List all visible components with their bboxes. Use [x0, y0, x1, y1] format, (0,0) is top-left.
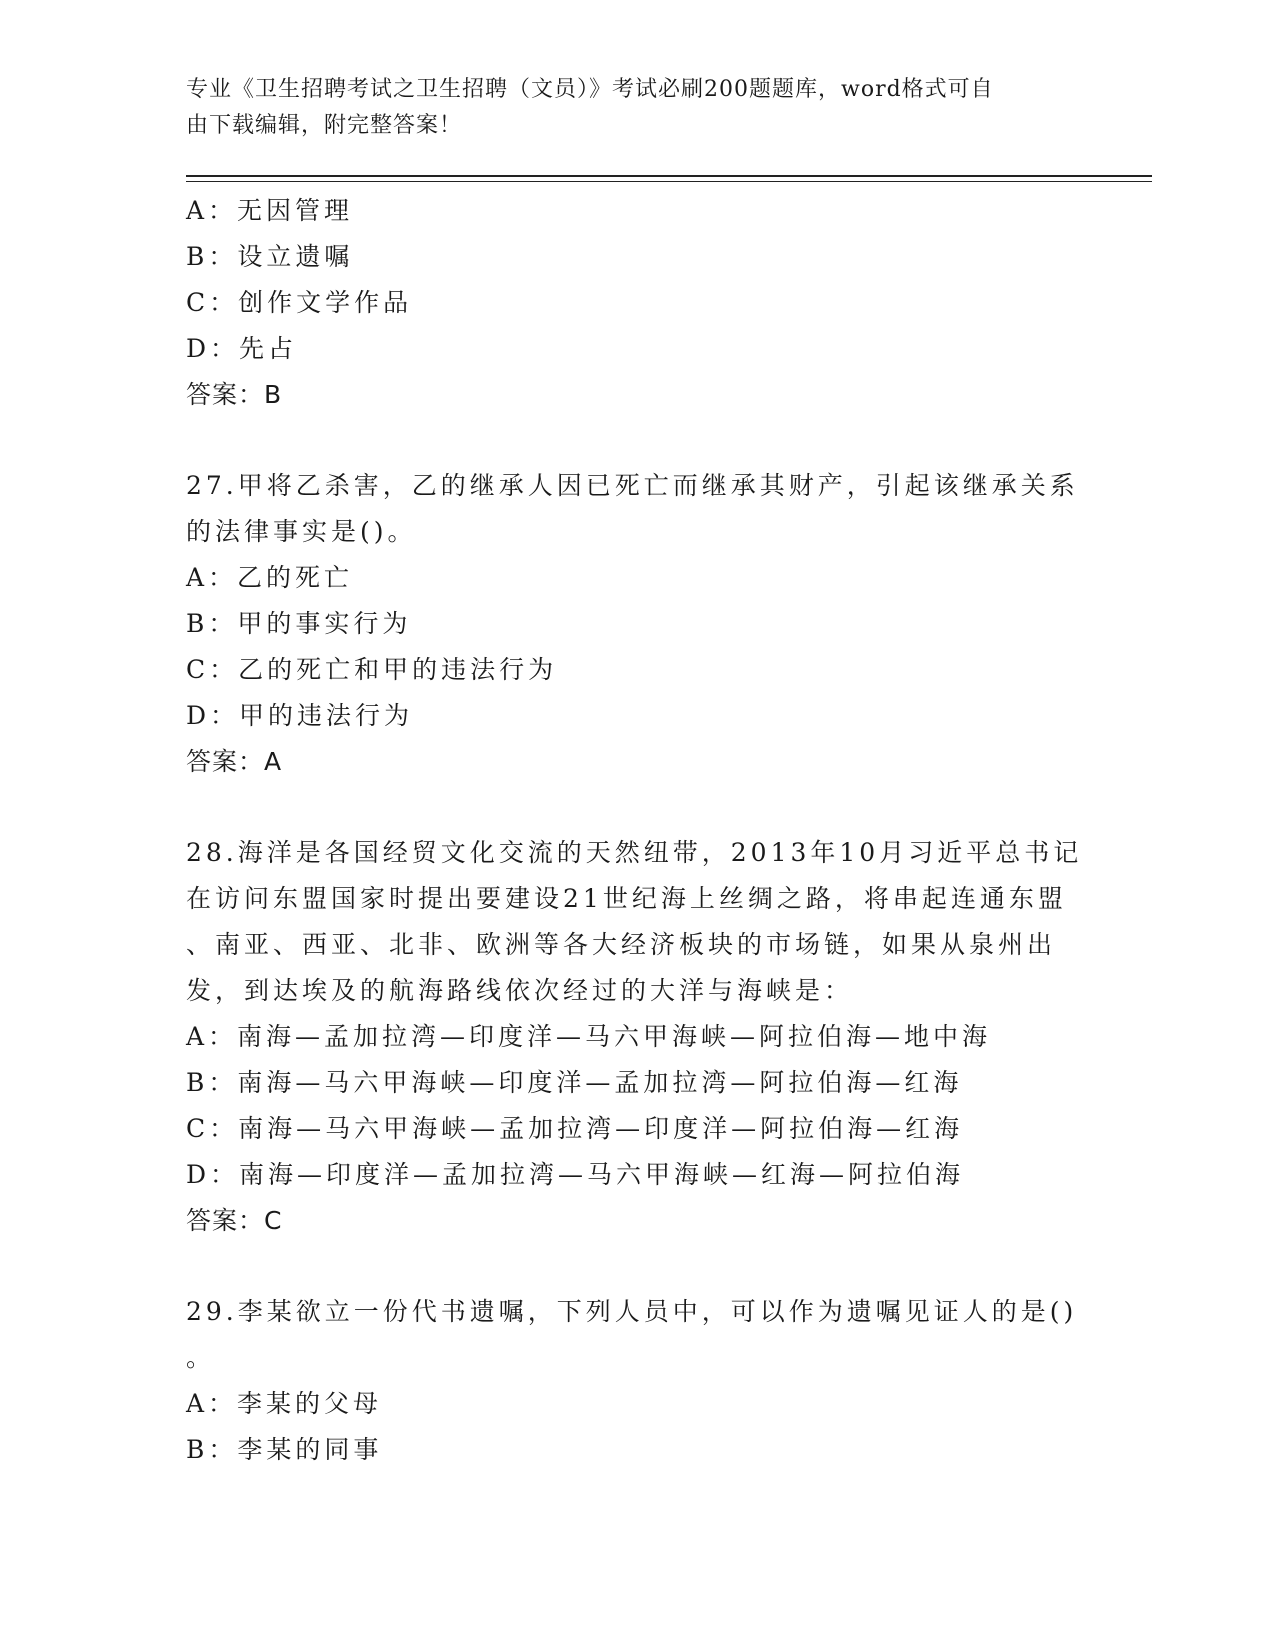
question-28 — [186, 830, 1086, 1244]
question-stem-line: 在访问东盟国家时提出要建设21世纪海上丝绸之路，将串起连通东盟 — [186, 884, 1067, 913]
option-b: B：甲的事实行为 — [186, 609, 412, 638]
option-a: A：无因管理 — [186, 196, 354, 225]
question-stem-line: 。 — [186, 1343, 216, 1372]
question-stem-line: 28.海洋是各国经贸文化交流的天然纽带，2013年10月习近平总书记 — [186, 838, 1083, 867]
header-line-2: 由下载编辑，附完整答案！ — [186, 113, 463, 138]
option-c: C：创作文学作品 — [186, 288, 413, 317]
option-d: D：先占 — [186, 334, 298, 363]
option-b: B：设立遗嘱 — [186, 242, 354, 271]
option-b: B：南海—马六甲海峡—印度洋—孟加拉湾—阿拉伯海—红海 — [186, 1068, 963, 1097]
question-stem-line: 29.李某欲立一份代书遗嘱，下列人员中，可以作为遗嘱见证人的是() — [186, 1297, 1078, 1326]
option-a: A：李某的父母 — [186, 1389, 383, 1418]
option-d: D：南海—印度洋—孟加拉湾—马六甲海峡—红海—阿拉伯海 — [186, 1160, 965, 1189]
question-stem-line: 的法律事实是()。 — [186, 517, 417, 546]
question-29 — [186, 1289, 1086, 1473]
option-c: C：乙的死亡和甲的违法行为 — [186, 655, 558, 684]
answer: 答案：B — [186, 380, 283, 409]
option-a: A：南海—孟加拉湾—印度洋—马六甲海峡—阿拉伯海—地中海 — [186, 1022, 992, 1051]
header-divider-thin — [186, 181, 1152, 182]
header-line-1: 专业《卫生招聘考试之卫生招聘（文员）》考试必刷200题题库，word格式可自 — [186, 77, 994, 102]
question-27 — [186, 463, 1086, 785]
option-c: C：南海—马六甲海峡—孟加拉湾—印度洋—阿拉伯海—红海 — [186, 1114, 964, 1143]
answer: 答案：A — [186, 747, 283, 776]
option-d: D：甲的违法行为 — [186, 701, 414, 730]
answer: 答案：C — [186, 1206, 283, 1235]
question-26 — [186, 188, 1086, 418]
option-a: A：乙的死亡 — [186, 563, 354, 592]
option-b: B：李某的同事 — [186, 1435, 383, 1464]
question-stem-line: 27.甲将乙杀害，乙的继承人因已死亡而继承其财产，引起该继承关系 — [186, 471, 1079, 500]
question-list — [186, 188, 1086, 1473]
page-header — [186, 72, 1066, 144]
header-divider-thick — [186, 175, 1152, 177]
question-stem-line: 发，到达埃及的航海路线依次经过的大洋与海峡是： — [186, 976, 854, 1005]
question-stem-line: 、南亚、西亚、北非、欧洲等各大经济板块的市场链，如果从泉州出 — [186, 930, 1057, 959]
